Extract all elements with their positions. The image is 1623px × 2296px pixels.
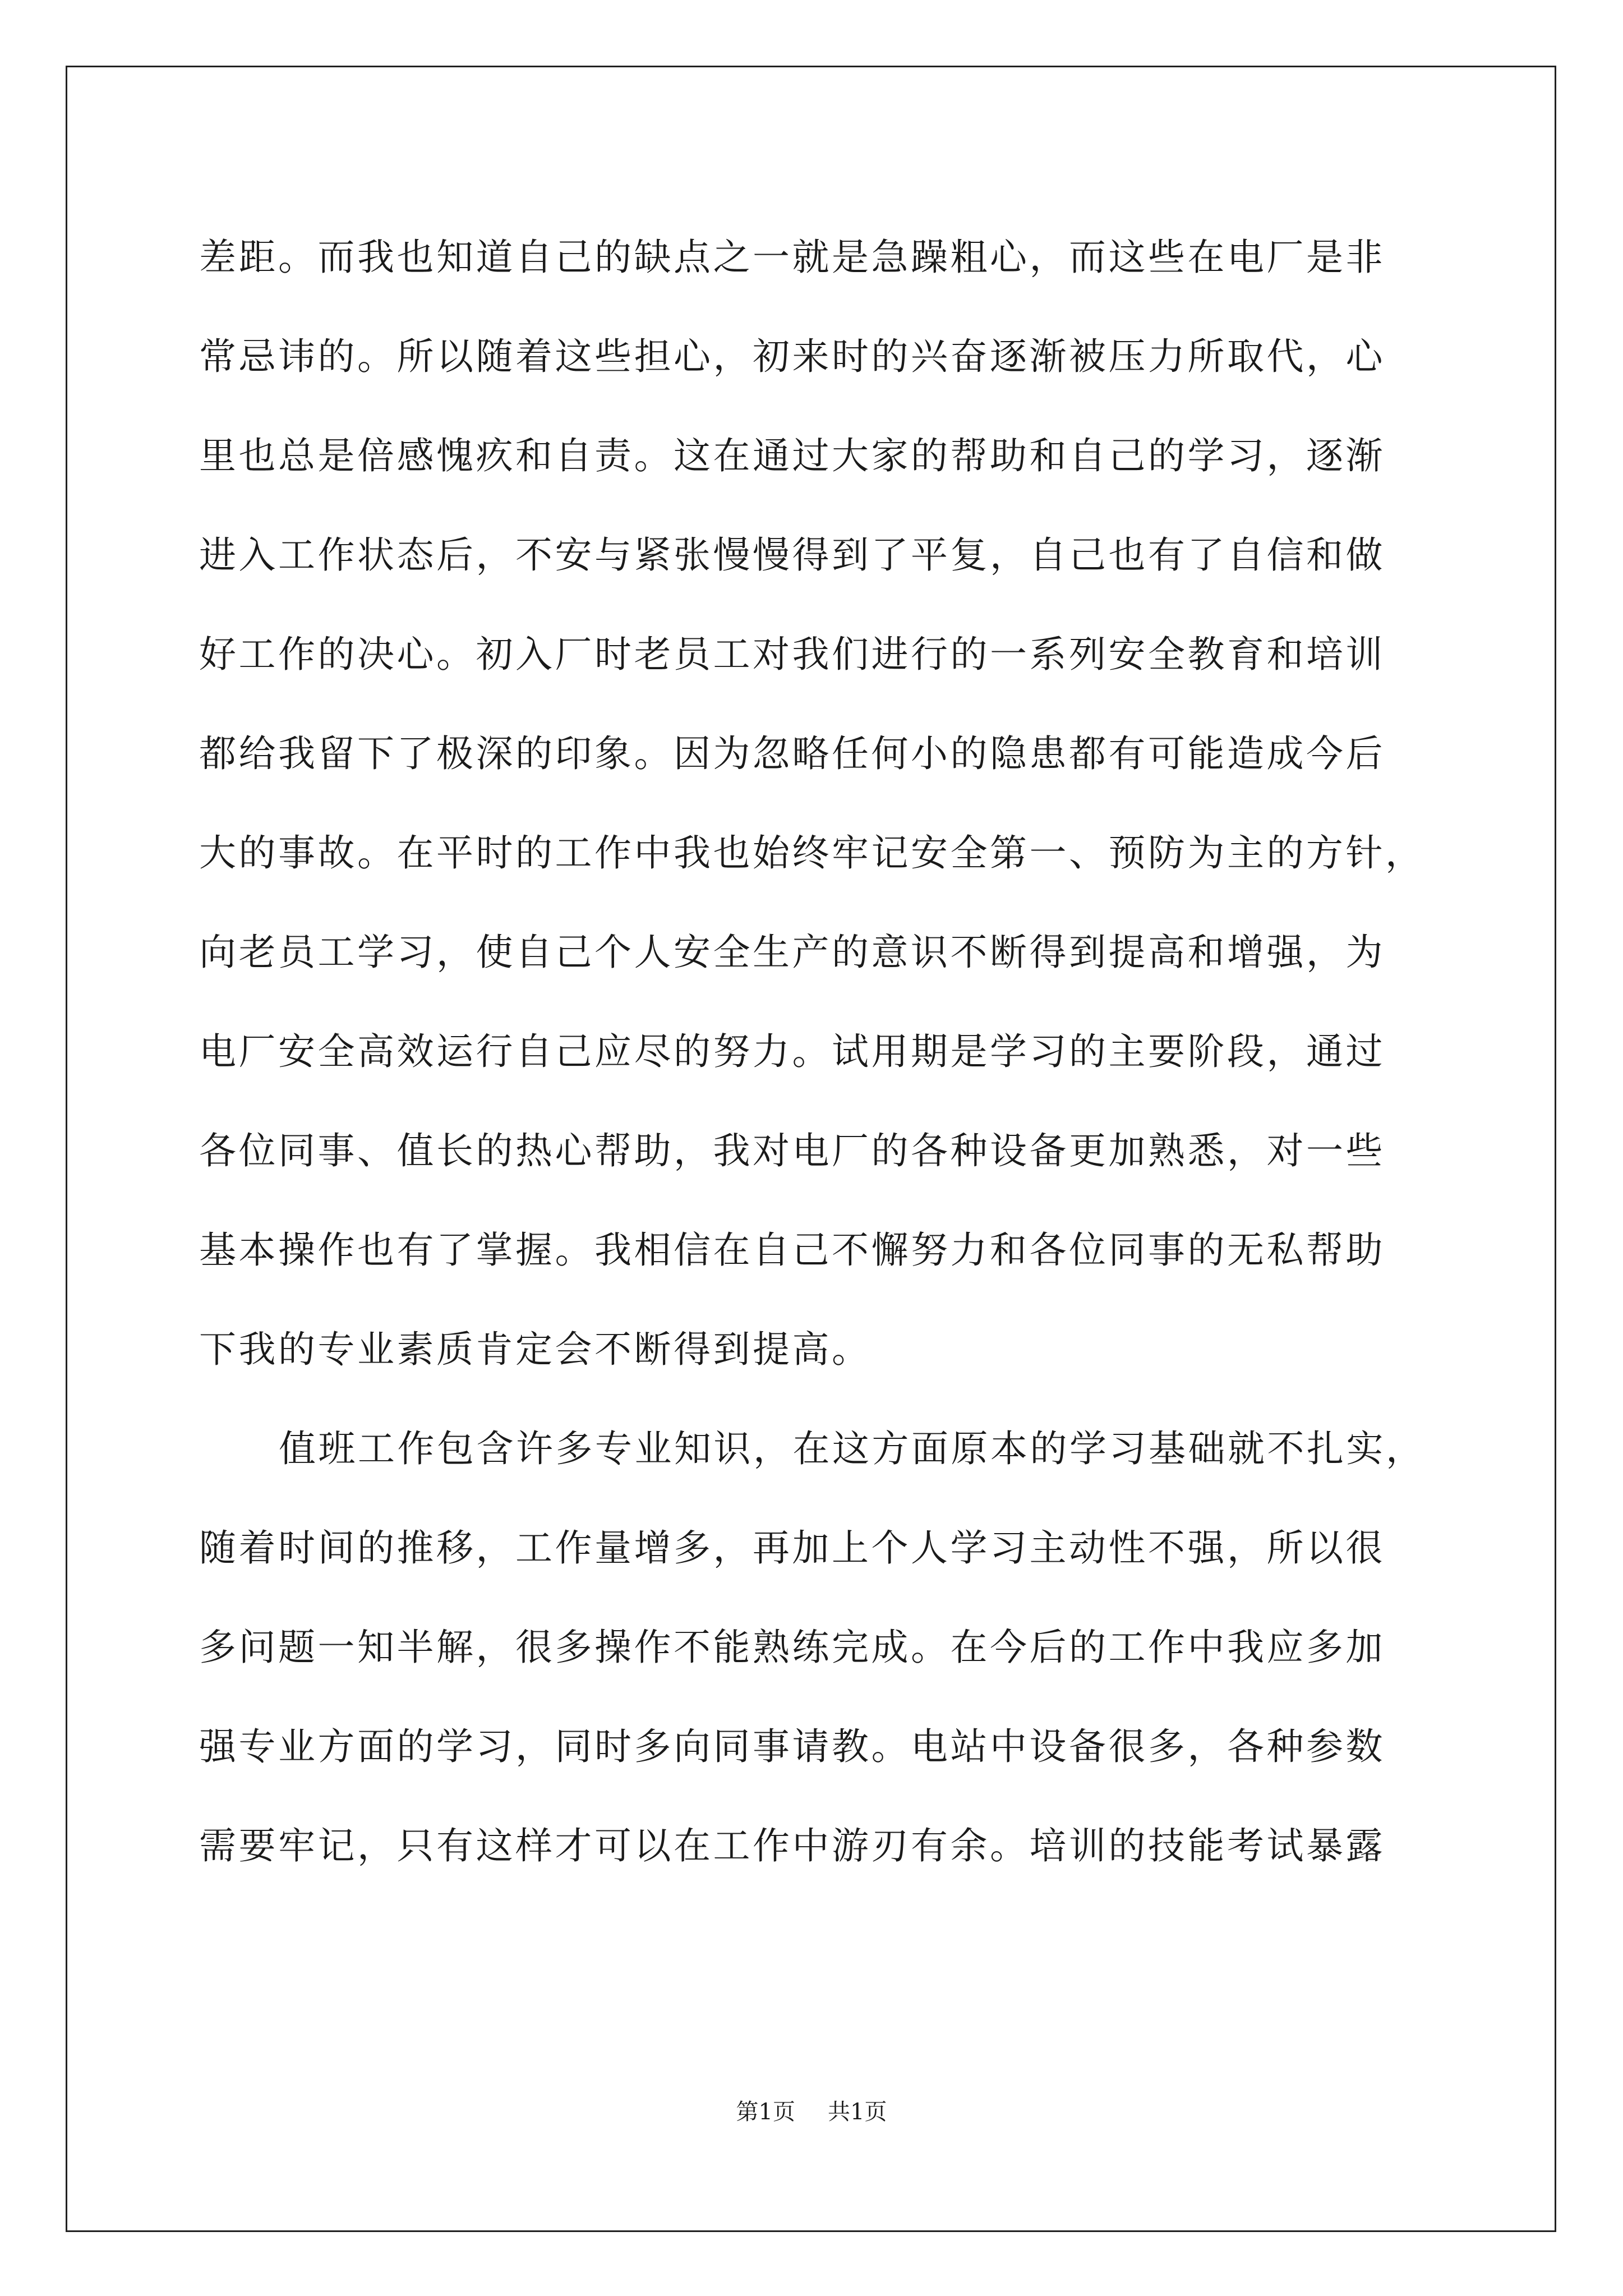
text-line: 值班工作包含许多专业知识，在这方面原本的学习基础就不扎实，	[279, 1427, 1426, 1470]
text-line: 电厂安全高效运行自己应尽的努力。试用期是学习的主要阶段，通过	[199, 1030, 1385, 1073]
text-line: 里也总是倍感愧疚和自责。这在通过大家的帮助和自己的学习，逐渐	[199, 434, 1385, 477]
text-line: 各位同事、值长的热心帮助，我对电厂的各种设备更加熟悉，对一些	[199, 1129, 1385, 1172]
page-number: 第1页	[736, 2099, 795, 2125]
document-body	[199, 208, 1444, 1895]
text-line: 大的事故。在平时的工作中我也始终牢记安全第一、预防为主的方针，	[199, 831, 1425, 875]
text-line: 常忌讳的。所以随着这些担心，初来时的兴奋逐渐被压力所取代，心	[199, 335, 1385, 378]
text-line: 需要牢记，只有这样才可以在工作中游刃有余。培训的技能考试暴露	[199, 1824, 1385, 1867]
text-line: 随着时间的推移，工作量增多，再加上个人学习主动性不强，所以很	[199, 1526, 1385, 1570]
text-line: 下我的专业素质肯定会不断得到提高。	[199, 1328, 872, 1371]
text-line: 强专业方面的学习，同时多向同事请教。电站中设备很多，各种参数	[199, 1725, 1385, 1768]
text-line: 差距。而我也知道自己的缺点之一就是急躁粗心，而这些在电厂是非	[199, 236, 1385, 279]
text-line: 基本操作也有了掌握。我相信在自己不懈努力和各位同事的无私帮助	[199, 1228, 1385, 1272]
page-total: 共1页	[828, 2099, 887, 2125]
page-footer	[0, 2098, 1623, 2126]
text-line: 进入工作状态后，不安与紧张慢慢得到了平复，自己也有了自信和做	[199, 533, 1385, 577]
text-line: 好工作的决心。初入厂时老员工对我们进行的一系列安全教育和培训	[199, 633, 1385, 676]
text-line: 向老员工学习，使自己个人安全生产的意识不断得到提高和增强，为	[199, 931, 1385, 974]
text-line: 多问题一知半解，很多操作不能熟练完成。在今后的工作中我应多加	[199, 1626, 1385, 1669]
text-line: 都给我留下了极深的印象。因为忽略任何小的隐患都有可能造成今后	[199, 732, 1385, 775]
